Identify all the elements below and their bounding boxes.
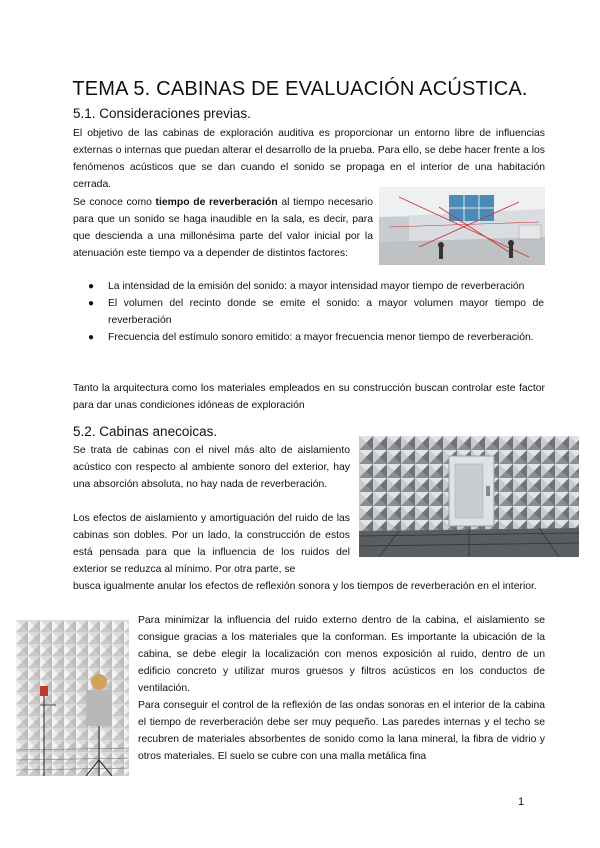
- list-item: ● La intensidad de la emisión del sonido: a mayor intensidad mayor tiempo de reverberación: [92, 278, 544, 295]
- section2-p4: Para conseguir el control de la reflexión de las ondas sonoras en el interior de la cabina el tiempo de reverberación debe ser muy pequeño. Las paredes internas y el techo se recubren de materiales absorbentes de sonido como la lana mineral, la fibra de vidrio y otros materiales. El suelo se cubre con una malla metálica fina: [138, 700, 545, 762]
- page-title: TEMA 5. CABINAS DE EVALUACIÓN ACÚSTICA.: [72, 78, 528, 100]
- section1-intro: El objetivo de las cabinas de exploración auditiva es proporcionar un entorno libre de influencias externas o internas que puedan alterar el desarrollo de la prueba. Para ello, se debe hacer frente a los fenómenos acústicos que se dan cuando el sonido se propaga en el interior de una habitación cerrada.: [73, 128, 545, 190]
- reverb-text-post: al tiempo necesario para que un sonido se haga inaudible en la sala, es decir, para que descienda a una millonésima parte del valor inicial por la atenuación este tiempo va a depender de distintos factores:: [73, 197, 373, 259]
- list-item: ● Frecuencia del estímulo sonoro emitido: a mayor frecuencia menor tiempo de reverberación.: [92, 329, 544, 346]
- factors-list: [88, 278, 544, 346]
- section2-p2b: busca igualmente anular los efectos de reflexión sonora y los tiempos de reverberación en el interior.: [73, 581, 537, 592]
- reverb-text-pre: Se conoce como: [73, 197, 156, 208]
- anechoic-room-mannequin-photo: [16, 620, 129, 776]
- section2-p2a: Los efectos de aislamiento y amortiguación del ruido de las cabinas son dobles. Por un lado, la construcción de estos está pensada para que la influencia de los ruidos del exterior se reduzca al mínimo. Por otra parte, se: [73, 513, 350, 575]
- anechoic-chamber-photo: [359, 436, 579, 557]
- reverberation-definition: [73, 194, 373, 262]
- bullet-icon: ●: [88, 332, 95, 343]
- page-number: 1: [518, 796, 525, 808]
- section1-closing: Tanto la arquitectura como los materiales empleados en su construcción buscan controlar este factor para dar unas condiciones idóneas de exploración: [73, 383, 545, 411]
- bullet-icon: ●: [88, 298, 95, 309]
- room-reverberation-photo: [379, 187, 545, 265]
- section2-p3: Para minimizar la influencia del ruido externo dentro de la cabina, el aislamiento se consigue gracias a los materiales que la conforman. Es importante la ubicación de la cabina, se debe elegir la localización con menos exposición al ruido, dentro de un edificio concreto y utilizar muros gruesos y filtros acústicos en los conductos de ventilación.: [138, 615, 545, 694]
- list-item: ● El volumen del recinto donde se emite el sonido: a mayor volumen mayor tiempo de reverberación: [92, 295, 544, 329]
- section-heading-1: 5.1. Consideraciones previas.: [73, 106, 251, 121]
- bullet-icon: ●: [88, 281, 95, 292]
- section-heading-2: 5.2. Cabinas anecoicas.: [73, 424, 218, 439]
- section2-p1: Se trata de cabinas con el nivel más alto de aislamiento acústico con respecto al ambiente sonoro del exterior, hay una absorción absoluta, no hay nada de reverberación.: [73, 445, 350, 490]
- reverb-term: tiempo de reverberación: [155, 197, 278, 208]
